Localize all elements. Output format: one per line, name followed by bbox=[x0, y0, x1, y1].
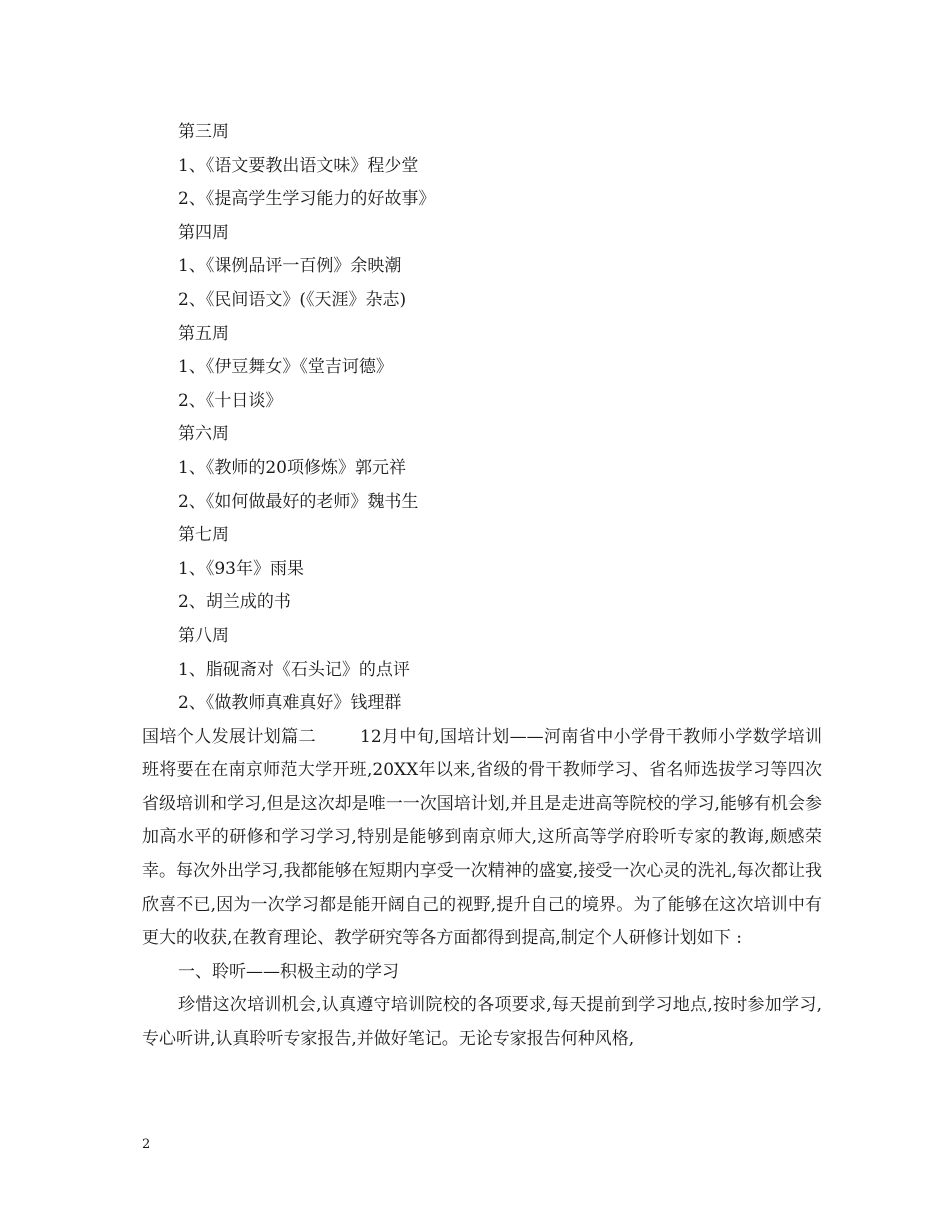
body-paragraph: 珍惜这次培训机会,认真遵守培训院校的各项要求,每天提前到学习地点,按时参加学习,专心听讲,认真聆听专家报告,并做好笔记。无论专家报告何种风格, bbox=[142, 995, 822, 1050]
list-item: 2、《十日谈》 bbox=[178, 390, 283, 411]
list-item: 1、《伊豆舞女》《堂吉诃德》 bbox=[178, 357, 393, 378]
list-item: 2、《做教师真难真好》钱理群 bbox=[178, 693, 402, 714]
reading-list bbox=[142, 116, 822, 721]
list-item: 2、《民间语文》(《天涯》杂志) bbox=[178, 289, 407, 310]
list-item: 2、《如何做最好的老师》魏书生 bbox=[178, 491, 419, 512]
section-body: 12月中旬,国培计划——河南省中小学骨干教师小学数学培训班将要在在南京师范大学开班,20XX年以来,省级的骨干教师学习、省名师选拔学习等四次省级培训和学习,但是这次却是唯一一次国培计划,并且是走进高等院校的学习,能够有机会参加高水平的研修和学习学习,特别是能够到南京师大,这所高等学府聆听专家的教诲,颇感荣幸。每次外出学习,我都能够在短期内享受一次精神的盛宴,接受一次心灵的洗礼,每次都让我欣喜不已,因为一次学习都是能开阔自己的视野,提升自己的境界。为了能够在这次培训中有更大的收获,在教育理论、教学研究等各方面都得到提高,制定个人研修计划如下 : bbox=[142, 726, 823, 949]
page-number: 2 bbox=[142, 1137, 151, 1152]
list-item: 1、《课例品评一百例》余映潮 bbox=[178, 256, 402, 277]
list-item: 1、《教师的20项修炼》郭元祥 bbox=[178, 457, 406, 478]
week-heading: 第四周 bbox=[178, 222, 229, 243]
list-item: 1、《93年》雨果 bbox=[178, 558, 304, 579]
list-item: 1、脂砚斋对《石头记》的点评 bbox=[178, 659, 410, 680]
week-heading: 第七周 bbox=[178, 525, 229, 546]
week-heading: 第五周 bbox=[178, 323, 229, 344]
week-heading: 第三周 bbox=[178, 122, 229, 142]
list-item: 1、《语文要教出语文味》程少堂 bbox=[178, 155, 419, 176]
page-content bbox=[142, 116, 822, 1057]
list-item: 2、《提高学生学习能力的好故事》 bbox=[178, 189, 436, 210]
subheading: 一、聆听——积极主动的学习 bbox=[178, 961, 399, 982]
section-paragraph bbox=[142, 721, 822, 956]
week-heading: 第六周 bbox=[178, 424, 229, 445]
section-title: 国培个人发展计划篇二 bbox=[142, 726, 316, 747]
week-heading: 第八周 bbox=[178, 625, 229, 646]
list-item: 2、胡兰成的书 bbox=[178, 592, 291, 613]
